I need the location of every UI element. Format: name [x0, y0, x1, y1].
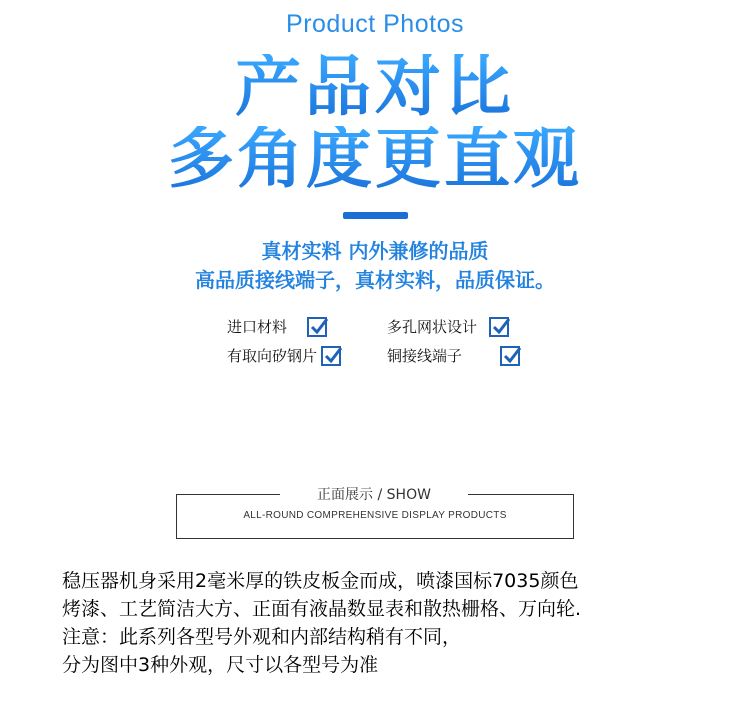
checkbox-checked-icon	[489, 317, 509, 337]
subtitle-line-2: 高品质接线端子，真材实料，品质保证。	[195, 268, 555, 292]
feature-label: 多孔网状设计	[387, 318, 478, 336]
feature-item-import-material	[227, 316, 327, 337]
description-line-1: 稳压器机身采用2毫米厚的铁皮板金而成，喷漆国标7035颜色	[62, 570, 579, 592]
feature-label: 铜接线端子	[387, 347, 463, 365]
feature-label: 进口材料	[227, 318, 288, 336]
checkbox-checked-icon	[500, 346, 520, 366]
checkbox-checked-icon	[307, 317, 327, 337]
description-line-3: 注意：此系列各型号外观和内部结构稍有不同，	[62, 626, 462, 648]
checkbox-checked-icon	[321, 346, 341, 366]
show-section-subtitle: ALL-ROUND COMPREHENSIVE DISPLAY PRODUCTS	[243, 510, 507, 521]
description-line-2: 烤漆、工艺简洁大方、正面有液晶数显表和散热栅格、万向轮.	[62, 598, 582, 620]
feature-item-silicon-steel	[227, 345, 341, 366]
feature-label: 有取向矽钢片	[227, 347, 318, 365]
feature-item-copper-terminal	[387, 345, 520, 366]
description-line-4: 分为图中3种外观，尺寸以各型号为准	[62, 654, 379, 676]
show-frame-top-left	[176, 494, 280, 495]
show-section-title: 正面展示 / SHOW	[317, 487, 431, 503]
subtitle-line-1: 真材实料 内外兼修的品质	[261, 239, 489, 263]
headline-line-2: 多角度更直观	[0, 126, 750, 192]
eyebrow-title: Product Photos	[286, 10, 464, 38]
headline-line-1: 产品对比	[0, 54, 750, 120]
feature-item-mesh-design	[387, 316, 509, 337]
accent-bar	[343, 212, 408, 219]
show-frame-top-right	[468, 494, 574, 495]
